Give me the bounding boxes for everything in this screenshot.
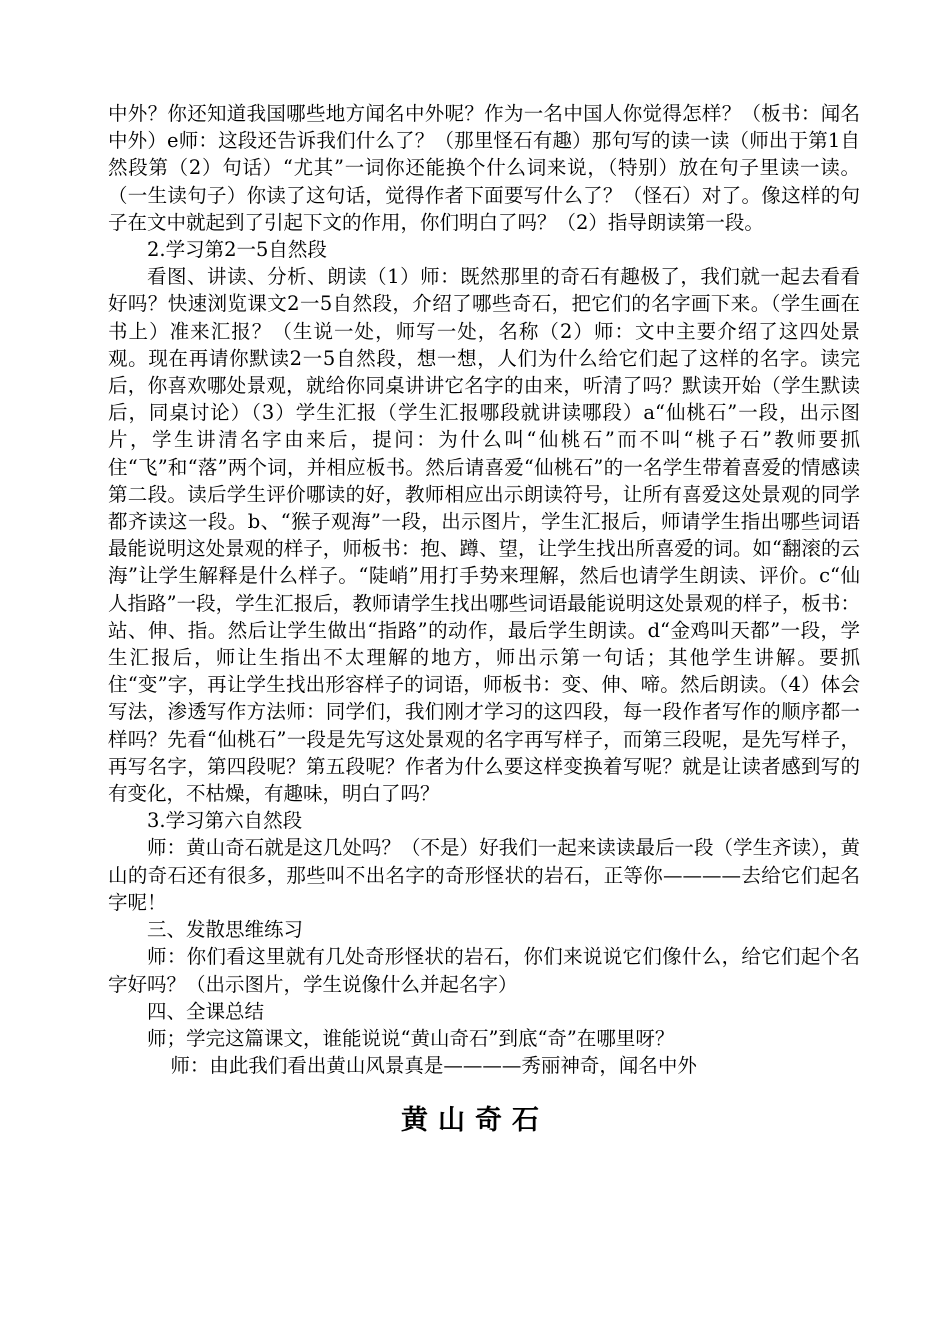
section-heading-2: 2.学习第2一5自然段 — [147, 238, 327, 262]
paragraph-3: 师：黄山奇石就是这几处吗？（不是）好我们一起来读读最后一段（学生齐读），黄山的奇石还有很多，那些叫不出名字的奇形怪状的岩石，正等你————去给它们起名字呢！ — [108, 836, 860, 914]
section-heading-3: 3.学习第六自然段 — [147, 809, 303, 833]
paragraph-2: 看图、讲读、分析、朗读（1）师：既然那里的奇石有趣极了，我们就一起去看看好吗？快速浏览课文2一5自然段，介绍了哪些奇石，把它们的名字画下来。（学生画在书上）准来汇报？（生说一处，师写一处，名称（2）师：文中主要介绍了这四处景观。现在再请你默读2一5自然段，想一想，人们为什么给它们起了这样的名字。读完后，你喜欢哪处景观，就给你同桌讲讲它名字的由来，听清了吗？默读开始（学生默读后，同桌讨论）（3）学生汇报（学生汇报哪段就讲读哪段）a“仙桃石”一段，出示图片，学生讲清名字由来后，提问：为什么叫“仙桃石”而不叫“桃子石”教师要抓住“飞”和“落”两个词，并相应板书。然后请喜爱“仙桃石”的一名学生带着喜爱的情感读第二段。读后学生评价哪读的好，教师相应出示朗读符号，让所有喜爱这处景观的同学都齐读这一段。b、“猴子观海”一段，出示图片，学生汇报后，师请学生指出哪些词语最能说明这处景观的样子，师板书：抱、蹲、望，让学生找出所喜爱的词。如“翻滚的云海”让学生解释是什么样子。“陡峭”用打手势来理解，然后也请学生朗读、评价。c“仙人指路”一段，学生汇报后，教师请学生找出哪些词语最能说明这处景观的样子，板书：站、伸、指。然后让学生做出“指路”的动作，最后学生朗读。d“金鸡叫天都”一段，学生汇报后，师让生指出不太理解的地方，师出示第一句话；其他学生讲解。要抓住“变”字，再让学生找出形容样子的词语，师板书：变、伸、啼。然后朗读。（4）体会写法，渗透写作方法师：同学们，我们刚才学习的这四段，每一段作者写作的顺序都一样吗？先看“仙桃石”一段是先写这处景观的名字再写样子，而第三段呢，是先写样子，再写名字，第四段呢？第五段呢？作者为什么要这样变换着写呢？就是让读者感到写的有变化，不枯燥，有趣味，明白了吗？ — [108, 265, 860, 806]
paragraph-4: 师：你们看这里就有几处奇形怪状的岩石，你们来说说它们像什么，给它们起个名字好吗？（出示图片，学生说像什么并起名字） — [108, 945, 860, 996]
document-title: 黄山奇石 — [401, 1105, 549, 1136]
section-heading-divergent: 三、发散思维练习 — [147, 918, 304, 942]
section-heading-summary: 四、全课总结 — [147, 999, 265, 1023]
paragraph-1: 中外？你还知道我国哪些地方闻名中外呢？作为一名中国人你觉得怎样？（板书：闻名中外）e师：这段还告诉我们什么了？（那里怪石有趣）那句写的读一读（师出于第1自然段第（2）句话）“尤其”一词你还能换个什么词来说，（特别）放在句子里读一读。（一生读句子）你读了这句话，觉得作者下面要写什么了？（怪石）对了。像这样的句子在文中就起到了引起下文的作用，你们明白了吗？（2）指导朗读第一段。 — [108, 102, 860, 234]
paragraph-5: 师；学完这篇课文，谁能说说“黄山奇石”到底“奇”在哪里呀？ — [147, 1026, 675, 1050]
paragraph-6: 师：由此我们看出黄山风景真是————秀丽神奇，闻名中外 — [170, 1054, 697, 1078]
document-body — [108, 100, 860, 1079]
